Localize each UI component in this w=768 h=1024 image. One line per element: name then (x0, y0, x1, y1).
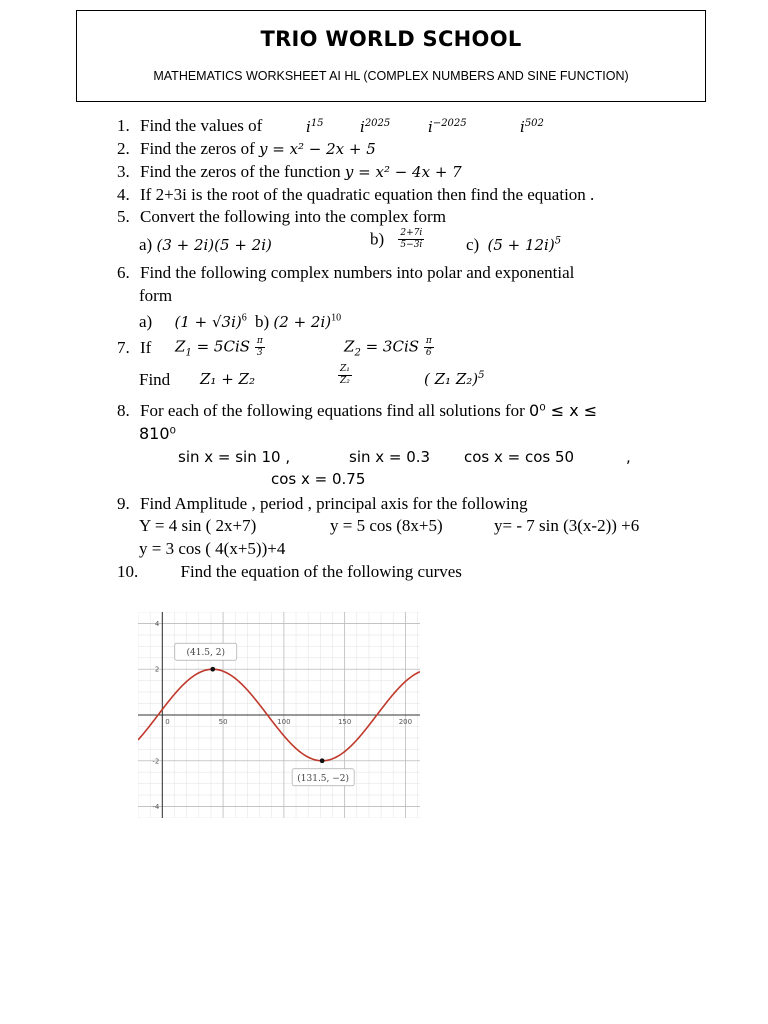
question-number: 4. (117, 185, 130, 204)
function-2: y = 5 cos (8x+5) (330, 516, 443, 535)
sine-curve-graph (138, 612, 420, 818)
header-box (76, 10, 706, 102)
comma: , (626, 448, 631, 466)
question-10 (117, 562, 462, 582)
q5-part-c: c) $(5 + 12i)^5$ (466, 235, 562, 254)
question-text: Find the zeros of the function (140, 162, 341, 181)
question-6 (117, 263, 574, 283)
question-7 (117, 338, 151, 358)
question-6-continued: form (139, 286, 173, 305)
question-number: 5. (117, 207, 130, 226)
range-start: 0⁰ ≤ x ≤ (529, 401, 598, 420)
question-number: 7. (117, 338, 130, 357)
x-tick-label: 200 (398, 718, 413, 726)
question-text: For each of the following equations find all solutions for (140, 401, 525, 420)
question-text: If (140, 338, 152, 357)
question-number: 1. (117, 116, 130, 135)
question-text: Convert the following into the complex form (140, 207, 446, 226)
z-ratio: $\frac{\text{Z₁}}{\text{Z₂}}$ (340, 364, 350, 386)
q5-part-a: a) (3 + 2i)(5 + 2i) (139, 235, 272, 254)
equation-1: sin x = sin 10 , (178, 448, 291, 466)
quadratic-expression: y = x² − 4x + 7 (344, 163, 462, 181)
question-number: 10. (117, 562, 139, 581)
question-text: If 2+3i is the root of the quadratic equation then find the equation . (140, 185, 595, 204)
question-4 (117, 185, 594, 205)
fraction-denominator: 5−3i (400, 240, 423, 250)
y-tick-label: 2 (154, 665, 160, 674)
question-text: Find the following complex numbers into polar and exponential (140, 263, 575, 282)
worksheet-subtitle: MATHEMATICS WORKSHEET AI HL (COMPLEX NUMBERS AND SINE FUNCTION) (153, 69, 629, 83)
question-text: Find the equation of the following curves (180, 562, 462, 581)
question-5 (117, 207, 446, 227)
function-1: Y = 4 sin ( 2x+7) (139, 516, 257, 535)
question-number: 6. (117, 263, 130, 282)
question-1 (117, 116, 262, 136)
z-product-power: ( Z₁ Z₂)$^5$ (424, 370, 485, 388)
find-label: Find (139, 370, 171, 389)
equation-2: sin x = 0.3 (349, 448, 431, 466)
point-label: (131.5, −2) (297, 773, 350, 784)
question-3 (117, 162, 462, 182)
x-tick-label: 150 (337, 718, 352, 726)
question-8 (117, 401, 597, 421)
school-name: TRIO WORLD SCHOOL (260, 27, 522, 51)
z-sum: Z₁ + Z₂ (200, 370, 255, 388)
quadratic-expression: y = x² − 2x + 5 (258, 140, 376, 158)
q6-parts: a) $(1 + √3i)^6$ b) $(2 + 2i)^{10}$ (139, 312, 342, 331)
power-i2025: $i^{2025}$ (360, 118, 391, 136)
product-expression: (3 + 2i)(5 + 2i) (156, 236, 272, 254)
power-i502: $i^{502}$ (520, 118, 544, 136)
question-number: 2. (117, 139, 130, 158)
equation-4: cos x = 0.75 (271, 470, 366, 488)
question-text: Find Amplitude , period , principal axis for the following (140, 494, 528, 513)
question-number: 3. (117, 162, 130, 181)
point-label: (41.5, 2) (186, 648, 226, 659)
question-number: 9. (117, 494, 130, 513)
question-9 (117, 494, 528, 514)
x-tick-label: 0 (165, 718, 170, 726)
function-3: y= - 7 sin (3(x-2)) +6 (494, 516, 640, 535)
power-i15: $i^{15}$ (306, 118, 324, 136)
question-text: Find the values of (140, 116, 263, 135)
question-2 (117, 139, 376, 159)
q5-part-b: b) $\frac{2+7i}{5-3i}$ (370, 228, 423, 250)
equation-3: cos x = cos 50 (464, 448, 575, 466)
z2-definition: $Z_2 = 3CiS$ $\frac{\pi}{6}$ (344, 336, 432, 359)
extremum-point (320, 758, 325, 763)
y-tick-label: -2 (152, 757, 160, 766)
y-tick-label: -4 (152, 803, 160, 812)
x-tick-label: 100 (277, 718, 291, 726)
y-tick-label: 4 (154, 619, 160, 628)
range-end: 810⁰ (139, 424, 176, 443)
x-tick-label: 50 (218, 718, 228, 726)
question-text: Find the zeros of (140, 139, 255, 158)
extremum-point (210, 667, 215, 672)
fraction-numerator: 2+7i (400, 228, 423, 238)
z1-definition: $Z_1 = 5CiS$ $\frac{\pi}{3}$ (175, 336, 263, 359)
function-4: y = 3 cos ( 4(x+5))+4 (139, 539, 286, 558)
power-i-minus-2025: $i^{-2025}$ (428, 118, 467, 136)
question-number: 8. (117, 401, 130, 420)
